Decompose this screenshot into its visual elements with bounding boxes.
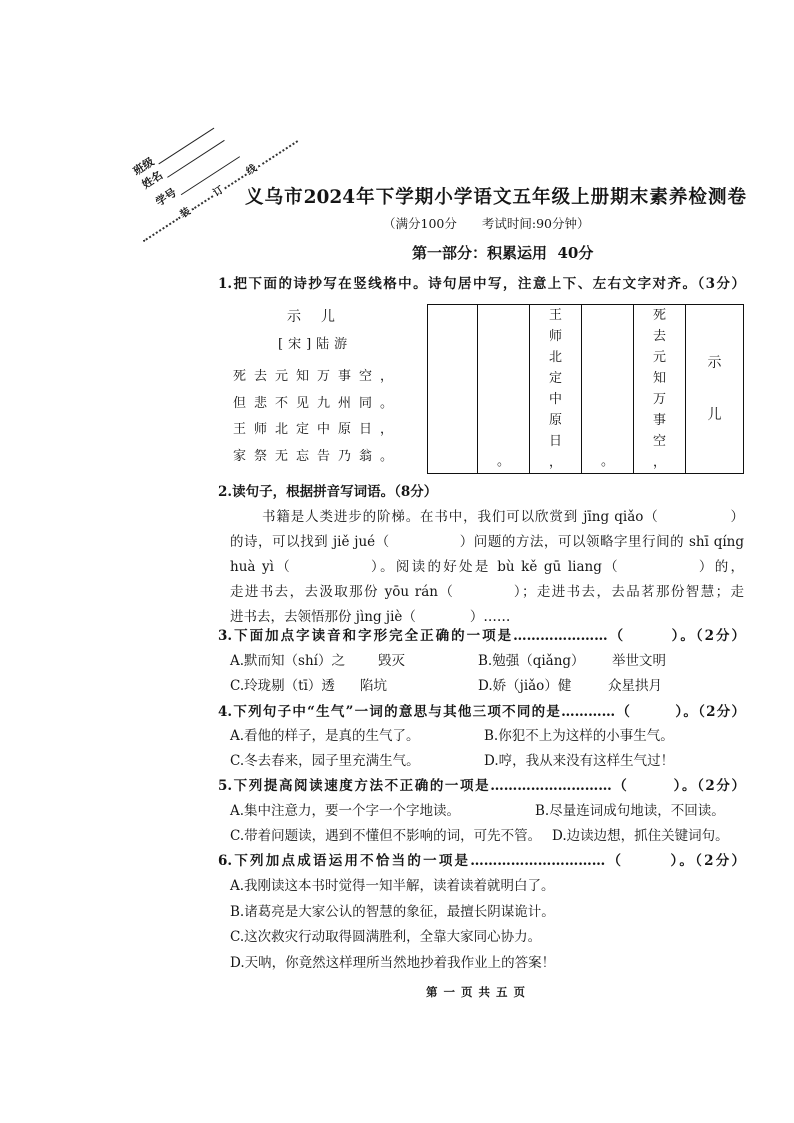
grid-char: 北 — [548, 350, 562, 365]
grid-char: 中 — [548, 392, 562, 407]
grid-char: ， — [652, 455, 666, 470]
exam-subtitle: （满分100分 考试时间:90分钟） — [383, 216, 590, 231]
grid-char: 死 — [652, 308, 666, 323]
option-d: D.边读边想，抓住关键词句。 — [552, 828, 729, 844]
grid-char: 知 — [652, 371, 666, 386]
option-a: A.我刚读这本书时觉得一知半解，读着读着就明白了。 — [230, 878, 555, 894]
seal-dots — [224, 174, 246, 190]
grid-char: 王 — [548, 308, 562, 323]
poem-title: 示儿 — [287, 309, 355, 325]
option-c-word: 陷坑 — [360, 678, 387, 694]
option-a: A.默而知（shí）之 — [230, 653, 345, 669]
grid-char: 师 — [548, 329, 562, 344]
grid-char: 定 — [548, 371, 562, 386]
grid-column-title — [685, 305, 743, 473]
option-c: C.冬去春来，园子里充满生气。 — [230, 753, 420, 769]
grid-column — [477, 305, 529, 473]
grid-column — [428, 305, 477, 473]
grid-char: 事 — [652, 413, 666, 428]
question-3-stem: 3.下面加点字读音和字形完全正确的一项是…………………（ ）。（2分） — [218, 628, 745, 644]
option-d-word: 众星拱月 — [608, 678, 662, 694]
exam-title: 义乌市2024年下学期小学语文五年级上册期末素养检测卷 — [245, 187, 746, 208]
option-d: D.娇（jiǎo）健 — [478, 678, 572, 694]
option-c: C.玲珑剔（tī）透 — [230, 678, 335, 694]
seal-char: 装 — [178, 205, 193, 221]
option-a: A.看他的样子，是真的生气了。 — [230, 728, 420, 744]
option-c: C.带着问题读，遇到不懂但不影响的词，可先不管。 — [230, 828, 542, 844]
option-b: B.勉强（qiǎng） — [478, 653, 585, 669]
question-4-stem: 4.下列句子中“生气”一词的意思与其他三项不同的是…………（ ）。（2分） — [218, 704, 745, 720]
option-d: D.天呐，你竟然这样理所当然地抄着我作业上的答案！ — [230, 955, 556, 971]
grid-column — [633, 305, 685, 473]
seal-char: 订 — [211, 184, 226, 200]
option-b: B.诸葛亮是大家公认的智慧的象征，最擅长阴谋诡计。 — [230, 904, 555, 920]
binding-margin — [130, 155, 259, 221]
name-label: 姓名 — [139, 168, 166, 192]
seal-dots — [257, 140, 298, 167]
poem-author: [宋]陆游 — [278, 337, 353, 352]
question-5-stem: 5.下列提高阅读速度方法不正确的一项是………………………（ ）。（2分） — [218, 778, 745, 794]
option-b-word: 举世文明 — [612, 653, 666, 669]
poem-line: 但悲不见九州同。 — [233, 396, 402, 411]
question-6-stem: 6.下列加点成语运用不恰当的一项是…………………………（ ）。（2分） — [218, 853, 745, 869]
grid-char: 原 — [548, 413, 562, 428]
grid-column — [581, 305, 633, 473]
passage-line: 的诗，可以找到 jiě jué（ ）问题的方法，可以领略字里行间的 shī qíng — [230, 534, 744, 550]
poem-line: 家祭无忘告乃翁。 — [233, 449, 402, 464]
grid-char: 去 — [652, 329, 666, 344]
grid-char: 日 — [548, 434, 562, 449]
page-number: 第 一 页 共 五 页 — [426, 985, 527, 999]
question-1-stem: 1.把下面的诗抄写在竖线格中。诗句居中写，注意上下、左右文字对齐。（3分） — [218, 276, 745, 292]
option-b: B.你犯不上为这样的小事生气。 — [484, 728, 674, 744]
grid-char: 。 — [600, 454, 614, 469]
passage-line: 进书去，去领悟那份 jìng jiè（ ）…… — [230, 609, 511, 625]
poem-line: 死去元知万事空， — [233, 369, 402, 384]
grid-char: 儿 — [707, 407, 722, 423]
section-heading: 第一部分：积累运用 40分 — [412, 244, 594, 262]
poem-line: 王师北定中原日， — [233, 422, 402, 437]
student-id-label: 学号 — [153, 185, 179, 209]
question-2-stem: 2.读句子，根据拼音写词语。（8分） — [218, 484, 438, 500]
seal-dots — [191, 195, 213, 211]
seal-char: 线 — [244, 162, 259, 178]
seal-dots — [143, 217, 181, 242]
option-a: A.集中注意力，要一个字一个字地读。 — [230, 803, 461, 819]
grid-char: 。 — [496, 454, 510, 469]
option-b: B.尽量连词成句地读，不回读。 — [535, 803, 725, 819]
grid-char: 元 — [652, 350, 666, 365]
option-d: D.哼，我从来没有这样生气过！ — [484, 753, 675, 769]
grid-column — [529, 305, 581, 473]
grid-char: 万 — [652, 392, 666, 407]
class-label: 班级 — [130, 155, 157, 178]
grid-char: 空 — [652, 434, 666, 449]
copy-grid — [427, 304, 744, 474]
option-a-word: 毁灭 — [378, 653, 405, 669]
passage-line: 书籍是人类进步的阶梯。在书中，我们可以欣赏到 jīng qiǎo（ ） — [262, 509, 744, 525]
option-c: C.这次救灾行动取得圆满胜利，全靠大家同心协力。 — [230, 929, 542, 945]
grid-char: ， — [548, 455, 562, 470]
passage-line: huà yì（ ）。阅读的好处是 bù kě gū liang（ ）的， — [230, 559, 744, 575]
passage-line: 走进书去，去汲取那份 yōu rán（ ）；走进书去，去品茗那份智慧；走 — [230, 584, 744, 600]
grid-char: 示 — [707, 355, 722, 371]
